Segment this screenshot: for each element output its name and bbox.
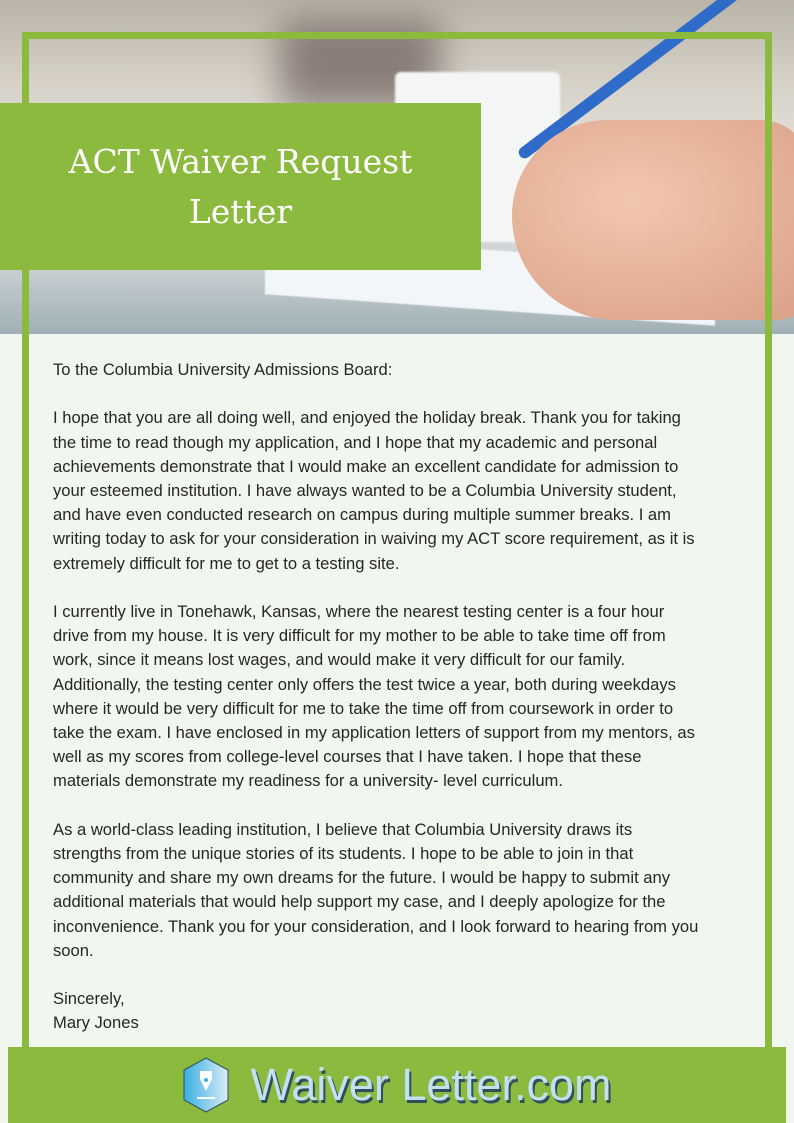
letter-line: achievements demonstrate that I would make an excellent candidate for admission to	[53, 456, 679, 476]
footer-banner	[8, 1047, 786, 1123]
page-title: ACT Waiver Request Letter	[68, 141, 413, 231]
paragraph-3	[53, 818, 753, 963]
paragraph-1	[53, 406, 753, 575]
letter-line: additional materials that would help support my case, and I deeply apologize for the	[53, 892, 666, 912]
letter-line: I hope that you are all doing well, and enjoyed the holiday break. Thank you for taking	[53, 408, 681, 428]
signature: Mary Jones	[53, 1013, 139, 1033]
letter-line: I currently live in Tonehawk, Kansas, where the nearest testing center is a four hour	[53, 602, 665, 621]
letter-line: As a world-class leading institution, I believe that Columbia University draws its	[53, 819, 633, 839]
letter-line: where it would be very difficult for me to take the time off from coursework in order to	[53, 698, 674, 718]
salutation: To the Columbia University Admissions Board:	[53, 360, 393, 379]
brand-name: Waiver Letter.com	[250, 1059, 612, 1110]
letter-line: community and share my own dreams for the future. I would be happy to submit any	[53, 868, 671, 888]
fountain-pen-hexagon-icon	[183, 1057, 229, 1113]
paragraph-2	[53, 600, 753, 794]
letter-line: the time to read though my application, and I hope that my academic and personal	[53, 432, 658, 452]
letter-line: strengths from the unique stories of its students. I hope to be able to join in that	[53, 844, 634, 864]
letter-line: inconvenience. Thank you for your consideration, and I look forward to hearing from you	[53, 916, 699, 936]
letter-line: extremely difficult for me to get to a testing site.	[53, 553, 400, 573]
letter-line: well as my scores from college-level courses that I have taken. I hope that these	[53, 747, 642, 767]
letter-line: soon.	[53, 940, 94, 960]
letter-line: your esteemed institution. I have always wanted to be a Columbia University student,	[53, 481, 677, 500]
letter-body	[53, 358, 753, 1060]
letter-line: Additionally, the testing center only offers the test twice a year, both during weekdays	[53, 674, 676, 694]
letter-line: work, since it means lost wages, and would make it very difficult for our family.	[53, 650, 626, 670]
letter-line: materials demonstrate my readiness for a university- level curriculum.	[53, 771, 563, 791]
closing: Sincerely,	[53, 989, 125, 1009]
title-banner	[0, 103, 481, 270]
letter-line: and have even conducted research on campus during multiple summer breaks. I am	[53, 505, 671, 525]
letter-line: drive from my house. It is very difficult for my mother to be able to take time off from	[53, 626, 666, 646]
closing-block	[53, 987, 753, 1035]
letter-line: take the exam. I have enclosed in my application letters of support from my mentors, as	[53, 723, 695, 743]
letter-line: writing today to ask for your consideration in waiving my ACT score requirement, as it is	[53, 529, 695, 549]
